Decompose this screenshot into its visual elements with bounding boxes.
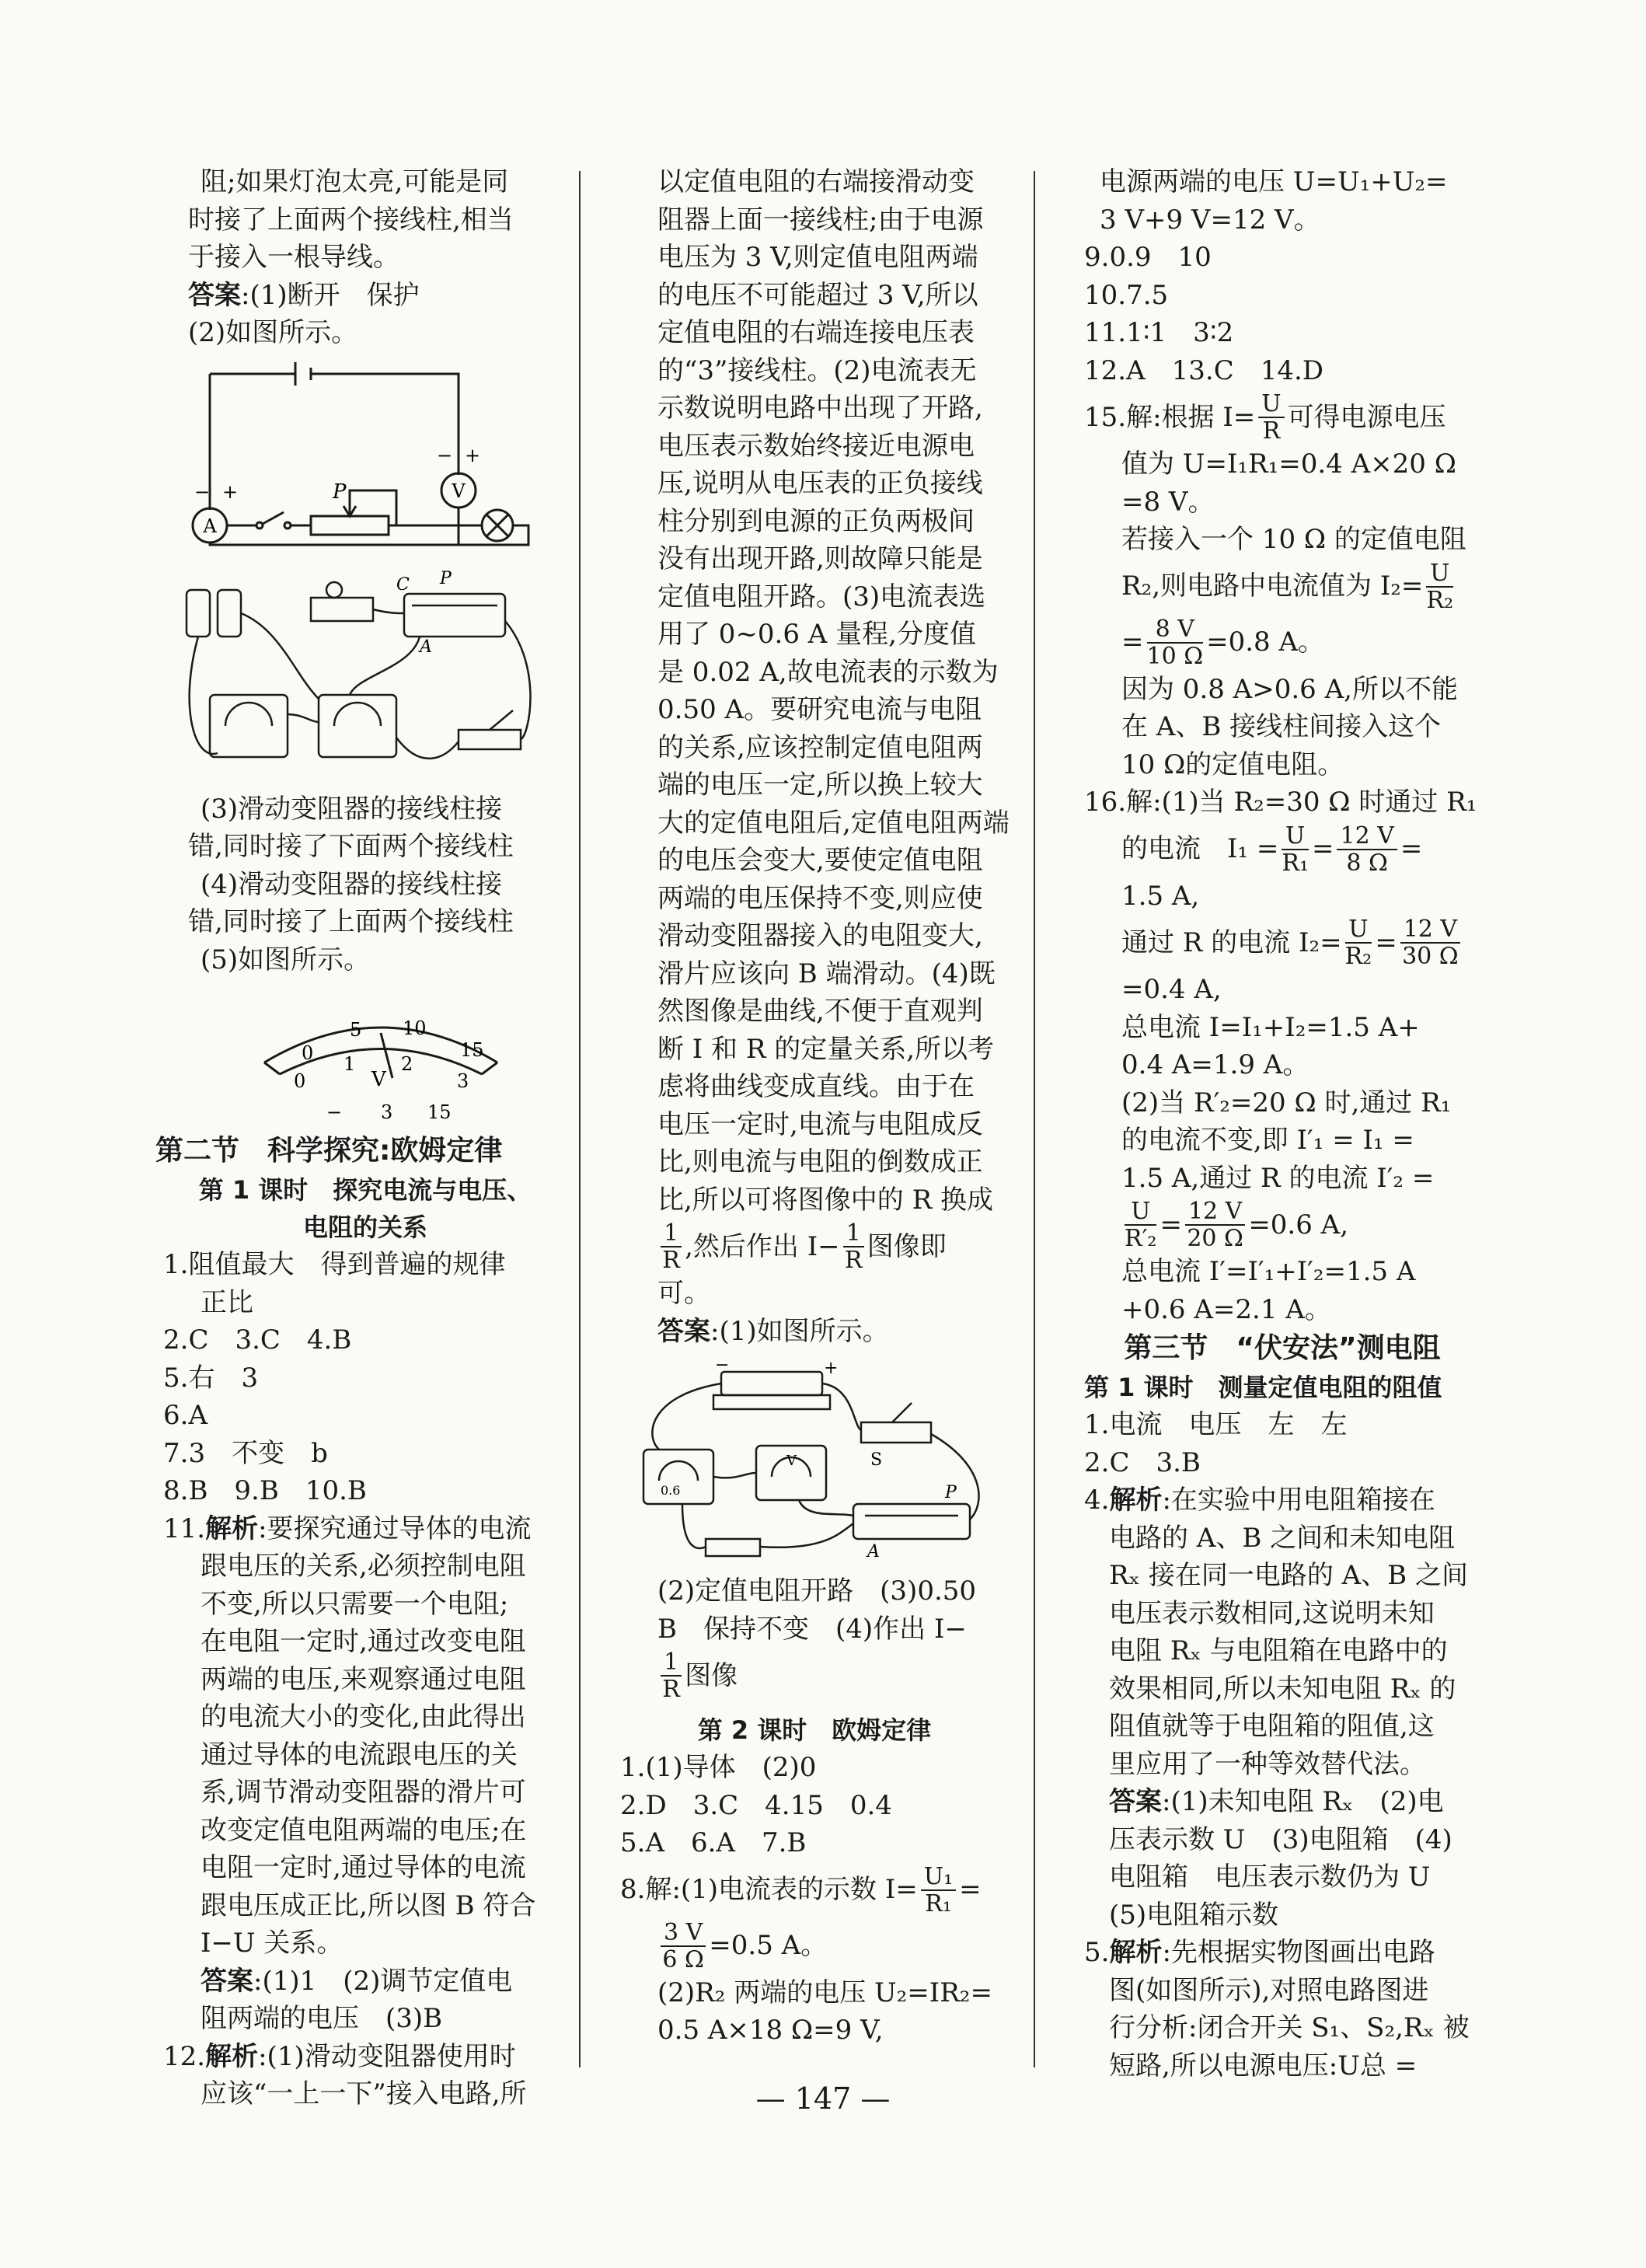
section-title: 第二节 科学探究:欧姆定律	[155, 1135, 503, 1167]
text-line: 效果相同,所以未知电阻 Rₓ 的	[1109, 1673, 1456, 1704]
question-11: 11.解析:要探究通过导体的电流	[163, 1513, 532, 1544]
text-line: (3)滑动变阻器的接线柱接	[201, 793, 503, 825]
text-line: 两端的电压保持不变,则应使	[657, 882, 983, 914]
column-divider	[1034, 171, 1035, 2067]
text-line: 因为 0.8 A>0.6 A,所以不能	[1121, 673, 1458, 705]
text-line: 柱分别到电源的正负两极间	[657, 505, 975, 537]
text-line: 阻器上面一接线柱;由于电源	[657, 204, 984, 236]
svg-text:10: 10	[403, 1017, 427, 1039]
answer-line: 12.A 13.C 14.D	[1084, 354, 1324, 386]
text-line: 应该“一上一下”接入电路,所	[201, 2078, 527, 2109]
svg-text:A: A	[420, 637, 432, 657]
answer-line: 9.0.9 10	[1084, 242, 1212, 273]
text-line: 通过导体的电流跟电压的关	[201, 1739, 518, 1771]
answer-line: 7.3 不变 b	[163, 1437, 328, 1469]
text-line: 短路,所以电源电压:U总 =	[1109, 2050, 1418, 2081]
voltmeter-symbol: V	[452, 480, 466, 502]
text-line: 3 V+9 V=12 V。	[1100, 204, 1320, 236]
fraction-line: 的电流 I₁ = $\frac{U}{\text{R₁}}$ = $\frac{12 V}{8 \Omega}$ =	[1121, 822, 1423, 877]
answer-line: 1.电流 电压 左 左	[1084, 1409, 1348, 1440]
text-line: 端的电压一定,所以换上较大	[657, 769, 983, 801]
svg-text:+: +	[465, 444, 481, 466]
answer-line: 答案:(1)断开 保护	[188, 279, 420, 311]
lesson-title: 第 1 课时 探究电流与电压、	[198, 1175, 532, 1205]
text-line: 在电阻一定时,通过改变电阻	[201, 1626, 526, 1657]
fraction: $\frac{3 V}{6 \Omega}$	[661, 1920, 706, 1973]
fraction: $\frac{12 V}{20 \Omega}$	[1185, 1199, 1245, 1251]
text-line: 电阻一定时,通过导体的电流	[201, 1852, 526, 1883]
text-line: I−U 关系。	[201, 1928, 343, 1959]
svg-text:−: −	[437, 444, 453, 466]
text-line: B 保持不变 (4)作出 I−	[657, 1613, 967, 1645]
answer-line: 正比	[201, 1286, 253, 1318]
answer-line: 2.D 3.C 4.15 0.4	[620, 1789, 892, 1821]
fraction-line: $\frac{U}{\text{R′₂}}$ = $\frac{12 V}{20 \Omega}$ =0.6 A,	[1125, 1198, 1349, 1252]
svg-text:A: A	[867, 1542, 880, 1561]
answer-line: 5.A 6.A 7.B	[620, 1827, 807, 1858]
fraction: $\frac{8 V}{10 \Omega}$	[1146, 615, 1204, 670]
answer-line: 1.(1)导体 (2)0	[620, 1752, 817, 1783]
lesson-title: 电阻的关系	[302, 1213, 427, 1242]
slider-label: P	[333, 480, 347, 504]
svg-text:−: −	[194, 480, 211, 503]
text-line: 0.5 A×18 Ω=9 V,	[657, 2015, 884, 2046]
text-line: 不变,所以只需要一个电阻;	[201, 1588, 509, 1620]
text-line: 可。	[657, 1278, 710, 1309]
text-line: 0.4 A=1.9 A。	[1121, 1049, 1309, 1080]
column-middle	[620, 163, 1009, 2050]
fraction: $\frac{U}{R}$	[1258, 391, 1284, 444]
svg-text:15: 15	[427, 1101, 452, 1123]
svg-text:0.6: 0.6	[661, 1483, 681, 1498]
fraction-line: $\frac{1}{R}$ 图像	[620, 1648, 1009, 1704]
column-divider	[579, 171, 581, 2067]
text-line: 两端的电压,来观察通过电阻	[201, 1663, 526, 1695]
fraction: $\frac{1}{R}$	[661, 1220, 682, 1273]
text-line: =0.4 A,	[1121, 974, 1222, 1005]
svg-text:1: 1	[343, 1053, 356, 1075]
text-line: 阻两端的电压 (3)B	[201, 2003, 443, 2034]
answer-line: 10.7.5	[1084, 279, 1169, 311]
text-line: 10 Ω的定值电阻。	[1121, 748, 1344, 780]
text-line: 以定值电阻的右端接滑动变	[657, 166, 975, 197]
text-line: 压,说明从电压表的正负接线	[657, 468, 983, 499]
wiring-photo-illustration	[620, 1356, 1001, 1566]
fraction: $\frac{1}{R}$	[843, 1220, 864, 1273]
text-line: 错,同时接了上面两个接线柱	[188, 906, 514, 937]
fraction: $\frac{U}{\text{R′₂}}$	[1125, 1198, 1157, 1252]
answer-line: 答案:(1)未知电阻 Rₓ (2)电	[1109, 1786, 1444, 1817]
answer-line: 2.C 3.C 4.B	[163, 1324, 352, 1356]
wiring-photo-illustration	[163, 567, 552, 784]
ammeter-symbol: A	[203, 515, 217, 537]
svg-text:V: V	[371, 1068, 386, 1091]
svg-text:3: 3	[457, 1070, 469, 1092]
text-line: 电压一定时,电流与电阻成反	[657, 1108, 983, 1140]
text-line: 用了 0~0.6 A 量程,分度值	[657, 619, 976, 650]
text-line: 电压表示数始终接近电源电	[657, 430, 975, 462]
text-line: 电压表示数相同,这说明未知	[1109, 1597, 1435, 1629]
fraction: $\frac{\text{U₁}}{\text{R₁}}$	[921, 1864, 956, 1917]
text-line: 改变定值电阻两端的电压;在	[201, 1814, 527, 1846]
answer-label: 答案	[657, 1315, 710, 1347]
fraction-line: $\frac{3 V}{6 \Omega}$ =0.5 A。	[620, 1918, 1009, 1974]
answer-label: 答案	[188, 279, 241, 311]
fraction: $\frac{12 V}{30 \Omega}$	[1400, 916, 1460, 969]
text-line: 16.解:(1)当 R₂=30 Ω 时通过 R₁	[1084, 787, 1477, 818]
text-line: 然图像是曲线,不便于直观判	[657, 996, 983, 1027]
answer-line: 8.B 9.B 10.B	[163, 1475, 367, 1506]
text-line: 阻;如果灯泡太亮,可能是同	[201, 166, 509, 197]
svg-text:P: P	[440, 568, 452, 588]
text-line: 1.5 A,	[1121, 880, 1200, 912]
text-line: 比,所以可将图像中的 R 换成	[657, 1184, 994, 1216]
text-line: 1.5 A,通过 R 的电流 I′₂ =	[1121, 1162, 1435, 1194]
text-line: 错,同时接了下面两个接线柱	[188, 831, 514, 862]
text-line: (4)滑动变阻器的接线柱接	[201, 868, 503, 900]
answer-line: 1.阻值最大 得到普遍的规律	[163, 1249, 506, 1280]
text-line: 时接了上面两个接线柱,相当	[188, 204, 514, 236]
text-line: 电源两端的电压 U=U₁+U₂=	[1100, 166, 1448, 197]
text-line: +0.6 A=2.1 A。	[1121, 1293, 1331, 1325]
svg-text:+: +	[222, 480, 239, 503]
answer-line: 2.C 3.B	[1084, 1446, 1201, 1478]
text-line: 比,则电流与电阻的倒数成正	[657, 1146, 983, 1178]
section-title: 第三节 “伏安法”测电阻	[1124, 1332, 1441, 1364]
text-line: 阻值就等于电阻箱的阻值,这	[1109, 1711, 1435, 1742]
text-line: 大的定值电阻后,定值电阻两端	[657, 807, 1010, 839]
text-line: 的电流大小的变化,由此得出	[201, 1701, 526, 1732]
answer-line: 答案:(1)1 (2)调节定值电	[201, 1965, 513, 1997]
svg-text:15: 15	[460, 1039, 484, 1061]
text-line: 电压为 3 V,则定值电阻两端	[657, 242, 978, 273]
text-line: 的电压不可能超过 3 V,所以	[657, 279, 978, 311]
text-line: 的电流不变,即 I′₁ = I₁ =	[1121, 1125, 1414, 1156]
text-line: 虑将曲线变成直线。由于在	[657, 1071, 975, 1102]
lesson-title: 第 2 课时 欧姆定律	[697, 1715, 932, 1745]
answer-line: 答案:(1)如图所示。	[657, 1315, 889, 1347]
text-line: 电阻 Rₓ 与电阻箱在电路中的	[1109, 1635, 1448, 1666]
text-line: 跟电压成正比,所以图 B 符合	[201, 1889, 536, 1921]
text-line: 图(如图所示),对照电路图进	[1109, 1974, 1429, 2006]
text-line: 定值电阻开路。(3)电流表选	[657, 581, 986, 612]
analysis-label: 解析	[205, 1513, 259, 1544]
fraction: $\frac{U}{\text{R₂}}$	[1344, 916, 1372, 970]
text-line: (2)当 R′₂=20 Ω 时,通过 R₁	[1121, 1087, 1452, 1118]
lesson-title: 第 1 课时 测量定值电阻的阻值	[1084, 1373, 1442, 1402]
text-line: Rₓ 接在同一电路的 A、B 之间	[1109, 1560, 1468, 1591]
analysis-label: 解析	[1109, 1485, 1163, 1516]
text-line: 若接入一个 10 Ω 的定值电阻	[1121, 524, 1466, 555]
column-left	[155, 163, 567, 2113]
text-line: 行分析:闭合开关 S₁、S₂,Rₓ 被	[1109, 2012, 1470, 2043]
text-line: (5)如图所示。	[201, 944, 371, 975]
svg-text:−: −	[715, 1356, 730, 1375]
text-line: 的关系,应该控制定值电阻两	[657, 731, 983, 763]
text-line: 的“3”接线柱。(2)电流表无	[657, 354, 977, 386]
text-line: 系,调节滑动变阻器的滑片可	[201, 1777, 526, 1808]
fraction: $\frac{U}{\text{R₁}}$	[1282, 822, 1309, 877]
answer-line: 11.1∶1 3∶2	[1084, 317, 1234, 348]
text-line: 在 A、B 接线柱间接入这个	[1121, 711, 1442, 742]
text-line: 没有出现开路,则故障只能是	[657, 543, 983, 574]
text-line: 是 0.02 A,故电流表的示数为	[657, 656, 999, 688]
answer-label: 答案	[1109, 1786, 1162, 1817]
text-line: 电阻箱 电压表示数仍为 U	[1109, 1862, 1431, 1893]
fraction-line: R₂,则电路中电流值为 I₂= $\frac{U}{\text{R₂}}$	[1121, 559, 1454, 614]
fraction-line: $\frac{1}{R}$ ,然后作出 I− $\frac{1}{R}$ 图像即	[620, 1219, 1009, 1275]
svg-text:V: V	[786, 1453, 797, 1469]
analysis-label: 解析	[1109, 1937, 1163, 1968]
answer-line: 6.A	[163, 1400, 207, 1431]
text-line: 跟电压的关系,必须控制电阻	[201, 1551, 526, 1582]
question-5: 5.解析:先根据实物图画出电路	[1084, 1937, 1435, 1968]
text-line: (5)电阻箱示数	[1109, 1899, 1279, 1931]
fraction-line: 15.解:根据 I= $\frac{U}{R}$ 可得电源电压	[1084, 390, 1446, 445]
text-line: 滑动变阻器接入的电阻变大,	[657, 920, 983, 951]
text-line: (2)定值电阻开路 (3)0.50	[657, 1575, 977, 1607]
svg-text:C: C	[396, 574, 410, 595]
text-line: 值为 U=I₁R₁=0.4 A×20 Ω	[1121, 448, 1456, 480]
text-line: 于接入一根导线。	[188, 242, 399, 273]
voltmeter-dial	[194, 985, 567, 1125]
answer-line: 5.右 3	[163, 1362, 259, 1394]
fraction-line: 通过 R 的电流 I₂= $\frac{U}{\text{R₂}}$ = $\frac{12 V}{30 \Omega}$	[1084, 915, 1480, 971]
fraction-line: = $\frac{8 V}{10 \Omega}$ =0.8 A。	[1121, 615, 1325, 670]
text-line: =8 V。	[1121, 486, 1215, 518]
text-line: 里应用了一种等效替代法。	[1109, 1748, 1426, 1780]
text-line: (2)如图所示。	[188, 317, 358, 348]
text-line: 0.50 A。要研究电流与电阻	[657, 694, 982, 725]
text-line: 定值电阻的右端连接电压表	[657, 317, 975, 348]
svg-text:5: 5	[350, 1019, 362, 1041]
svg-text:P: P	[945, 1483, 957, 1502]
fraction: $\frac{12 V}{8 \Omega}$	[1337, 823, 1397, 876]
question-4: 4.解析:在实验中用电阻箱接在	[1084, 1485, 1435, 1516]
text-line: 滑片应该向 B 端滑动。(4)既	[657, 958, 996, 989]
svg-text:3: 3	[381, 1101, 393, 1123]
question-12: 12.解析:(1)滑动变阻器使用时	[163, 2040, 516, 2072]
fraction: $\frac{1}{R}$	[661, 1649, 682, 1702]
circuit-diagram	[163, 358, 536, 560]
text-line: 示数说明电路中出现了开路,	[657, 393, 983, 424]
svg-text:2: 2	[401, 1053, 413, 1075]
svg-text:0: 0	[294, 1070, 306, 1092]
analysis-label: 解析	[205, 2040, 259, 2072]
svg-text:−: −	[326, 1101, 343, 1123]
page-number: — 147 —	[755, 2081, 891, 2116]
svg-text:0: 0	[302, 1042, 314, 1064]
text-line: 断 I 和 R 的定量关系,所以考	[657, 1033, 995, 1065]
fraction-line: 8.解:(1)电流表的示数 I= $\frac{\text{U₁}}{\text{R₁}}$ =	[620, 1862, 982, 1917]
column-right	[1084, 163, 1480, 2085]
fraction: $\frac{U}{\text{R₂}}$	[1426, 559, 1454, 614]
text-line: (2)R₂ 两端的电压 U₂=IR₂=	[657, 1977, 992, 2008]
answer-label: 答案	[201, 1965, 253, 1997]
text-line: 总电流 I′=I′₁+I′₂=1.5 A	[1121, 1256, 1416, 1287]
text-line: 压表示数 U (3)电阻箱 (4)	[1109, 1823, 1452, 1855]
text-line: 电路的 A、B 之间和未知电阻	[1109, 1522, 1456, 1554]
svg-text:+: +	[824, 1359, 839, 1378]
text-line: 总电流 I=I₁+I₂=1.5 A+	[1121, 1011, 1420, 1043]
svg-text:S: S	[870, 1450, 883, 1470]
text-line: 的电压会变大,要使定值电阻	[657, 845, 983, 876]
